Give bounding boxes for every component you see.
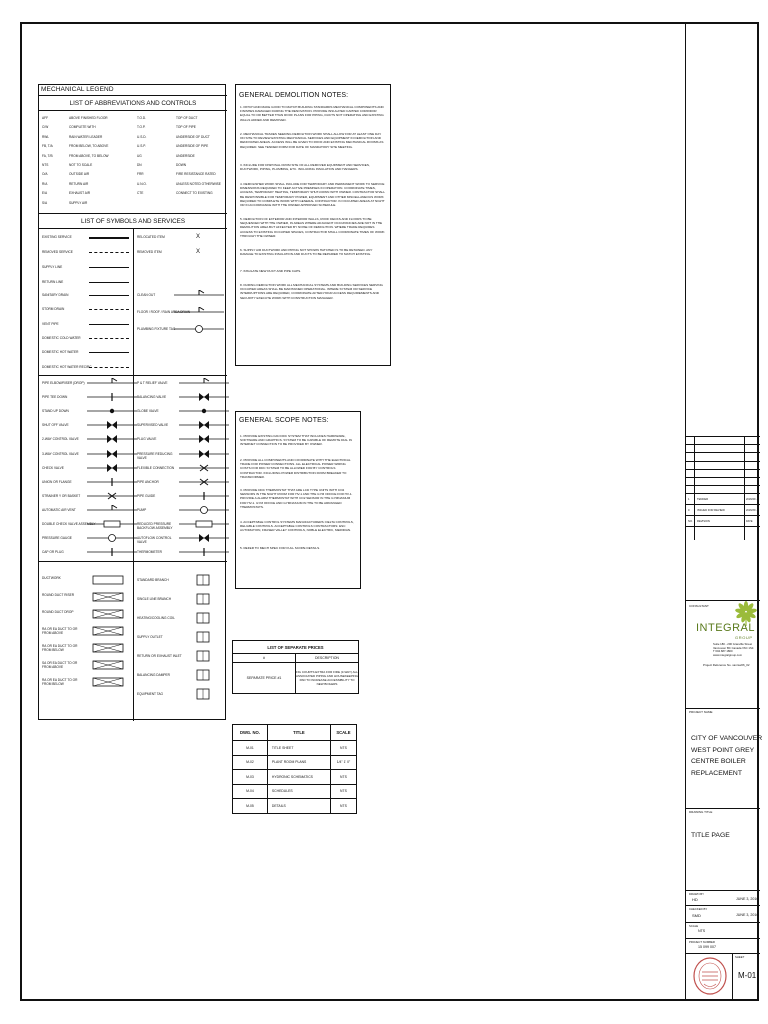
symbol-label: 3-WAY CONTROL VALVE	[42, 451, 79, 456]
drain-symbol-icon	[174, 307, 224, 317]
demolition-note: 7. INSULATE NEW DUCT AND PIPE CAPS.	[240, 269, 302, 273]
symbol-label: BALANCING VALVE	[137, 395, 167, 400]
drain-symbol-icon	[174, 324, 224, 334]
symbol-label: ROUND DUCT RISER	[42, 593, 74, 597]
abbrev-code: S/A	[42, 200, 48, 205]
duct-symbol-icon	[91, 659, 127, 671]
dwg-list-cell: M-02	[233, 755, 268, 770]
demolition-note: 1. PATCH AND MAKE GOOD TO MATCH BUILDING STANDARDS MECHANICAL COMPONENTS AND FINISHES DAMAGED DURING THE RENOVATION. PROVIDE INSULATED CAPPED CORRIDOR EQUAL TO OR BETTER THAN ROOF PLANS FOR PIPING, DUCTS NOT OPERATING AND EXISTING WALLS ADDED AND REMOVED.	[240, 105, 384, 122]
valve-symbol-icon	[179, 533, 229, 543]
symbol-label: HEATING/COOLING COIL	[137, 616, 175, 620]
abbrev-desc: DOWN	[176, 163, 187, 167]
duct-fitting-icon	[194, 630, 214, 644]
symbol-label: AUTOMATIC AIR VENT	[42, 507, 76, 512]
drawing-list-table	[232, 724, 357, 814]
dwg-list-header: TITLE	[267, 725, 330, 741]
valve-symbol-icon	[87, 378, 137, 388]
symbol-label: FLOOR / ROOF / RAIN AREA DRAIN	[137, 310, 191, 314]
valve-symbol-icon	[87, 434, 137, 444]
demolition-title: GENERAL DEMOLITION NOTES:	[239, 92, 349, 99]
symbol-label: DOMESTIC HOT WATER RECIRC.	[42, 364, 93, 369]
abbrev-desc: RAIN WATER LEADER	[69, 134, 103, 139]
revision-line	[686, 444, 760, 445]
project-no: 15 099 007	[698, 945, 716, 949]
drawn-by: HD	[692, 897, 698, 902]
symbol-label: REMOVED SERVICE	[42, 250, 73, 254]
scope-note: 5. REFER TO MECH SPEC FOR FULL SCOPE DETAILS.	[240, 546, 320, 550]
duct-fitting-icon	[194, 611, 214, 625]
symbol-label: GLOBE VALVE	[137, 409, 159, 414]
demolition-note: 5. DEMOLITION OF EXTERIOR AND INTERIOR WALLS, ROOF DECKS AND FLOORS TO BE SEQUENCED WITH THE OWNER, IN AREAS WHERE ADJACENT OCCUPANCIES ARE NOT IN THE DEMOLITION AREA BUT AFFECTED BY NOISE OF DEMOLITION. WHERE TRADE REQUIRES ACCESS TO EXISTING OCCUPIED SPACES, CONTRACTOR SHALL COORDINATE TIMES OF WORK THROUGH THE OWNER.	[240, 217, 385, 238]
prices-row-desc: FIG COURTS EXTRA FOR FIRE (3-WAY) ALL ASSOCIATED PIPING AND HOUSEKEEPING PAD TO INCREASE ACCESSIBILITY TO NEW BOILERS	[296, 663, 359, 694]
valve-symbol-icon	[87, 533, 137, 543]
abbrev-code: O/A	[42, 172, 48, 177]
demolition-notes-panel	[235, 84, 391, 366]
valve-symbol-icon	[179, 406, 229, 416]
checked-by-label: CHECKED BY	[689, 907, 708, 911]
symbol-label: THERMOMETER	[137, 550, 162, 555]
abbrev-desc: FROM ABOVE, TO BELOW	[69, 153, 109, 158]
valve-symbol-icon	[87, 491, 137, 501]
symbol-label: UNION OR FLANGE	[42, 479, 72, 484]
duct-symbol-icon	[91, 608, 127, 620]
duct-symbol-icon	[91, 676, 127, 688]
revision-line	[686, 493, 760, 494]
abbrev-code: RWL	[42, 134, 50, 139]
symbol-label: CLEAN OUT	[137, 293, 156, 297]
symbol-label: DUCTWORK	[42, 576, 61, 580]
abbrev-code: R/A	[42, 181, 48, 186]
revision-line	[686, 504, 760, 505]
duct-fitting-icon	[194, 573, 214, 587]
valve-symbol-icon	[87, 392, 137, 402]
table-row	[233, 770, 357, 785]
symbol-label: RELOCATED ITEM	[137, 235, 165, 239]
symbol-label: SHUT OFF VALVE	[42, 423, 69, 428]
duct-fitting-icon	[194, 649, 214, 663]
abbrev-desc: COMPLETE WITH	[69, 125, 96, 130]
abbrev-desc: FROM BELOW, TO ABOVE	[69, 144, 109, 149]
symbol-label: STAND UP DOWN	[42, 409, 69, 414]
symbol-label: BALANCING DAMPER	[137, 673, 170, 677]
scope-title: GENERAL SCOPE NOTES:	[239, 417, 329, 424]
symbol-label: PLUG VALVE	[137, 437, 157, 442]
project-label: PROJECT NAME	[689, 710, 713, 714]
checked-date: JUNE 3, 2016	[736, 913, 759, 917]
service-mark-icon: X	[196, 234, 201, 240]
abbrev-code: FB, T/A	[42, 144, 53, 149]
service-line	[89, 282, 129, 283]
duct-fitting-icon	[194, 592, 214, 606]
symbol-label: PIPE ELBOW/RISER (DROP)	[42, 381, 85, 385]
project-ref: Project Reference No. vanrsw06_02	[703, 663, 750, 667]
symbol-label: PUMP	[137, 507, 147, 512]
revision-desc: REVISION	[697, 520, 710, 523]
revision-date: DATE	[746, 520, 753, 523]
valve-symbol-icon	[179, 505, 229, 515]
abbrev-desc: UNDERSIDE OF DUCT	[176, 134, 210, 139]
abbrev-code: NTS	[42, 163, 49, 167]
valve-symbol-icon	[179, 547, 229, 557]
revision-line	[686, 515, 760, 516]
symbol-label: PLUMBING FIXTURE TAG	[137, 327, 176, 331]
dwg-list-cell: NTS	[330, 741, 356, 756]
service-line	[89, 252, 129, 253]
valve-symbol-icon	[179, 477, 229, 487]
project-name-line: CITY OF VANCOUVER	[691, 735, 763, 742]
project-name-line: WEST POINT GREY	[691, 746, 755, 754]
revision-line	[686, 477, 760, 478]
project-no-label: PROJECT NUMBER	[689, 940, 715, 944]
valve-symbol-icon	[179, 420, 229, 430]
symbol-label: DOMESTIC HOT WATER	[42, 350, 79, 355]
engineer-seal-stamp	[692, 956, 728, 996]
project-name-line: CENTRE BOILER	[691, 758, 746, 765]
symbol-label: RA OR EA DUCT TO OR FROM BELOW	[42, 644, 78, 652]
service-line	[89, 237, 129, 239]
symbol-label: EQUIPMENT TAG	[137, 692, 164, 696]
abbrev-desc: UNLESS NOTED OTHERWISE	[176, 181, 221, 186]
scope-note: 2. PROVIDE ALL COMPONENTS AND COORDINATE WITH THE ELECTRICAL TRADE FOR POWER CONNECTIONS. ALL ELECTRICAL POWER WIRING COSTS FOR DDC SYSTEM TO BE ALLOWED FOR BY CONTROLS CONTRACTOR. INCLUDING POWER DISTRIBUTION FROM BREAKER TO TRANSFORMER.	[240, 458, 351, 479]
abbrev-title: LIST OF ABBREVIATIONS AND CONTROLS	[69, 100, 197, 107]
valve-symbol-icon	[87, 449, 137, 459]
demolition-note: 2. MECHANICAL TRADES SEEKING DEMOLITION WORK SHALL ALLOW FOR AT LEAST ONE DAY ON SITE TO REVIEW EXISTING MECHANICAL SERVICES AND EQUIPMENT IN DEMOLITION AND RENOVATED AREAS. ACCESS WILL BE GIVEN TO ROOF AND EXISTING MECHANICAL ROOMS AS REQUIRED. SEE TENDER FORM FOR DATE OF MANDATORY SITE MEETING.	[240, 132, 384, 149]
title-block	[685, 22, 763, 1001]
symbol-label: RA OR EA DUCT TO OR FROM ABOVE	[42, 627, 78, 635]
valve-symbol-icon	[179, 491, 229, 501]
company-address: Suite 180 - 200 Granville Street Vancouver BC Canada V6C 1S4 T 604.687.1800 www.integralgroup.com	[713, 642, 754, 657]
dwg-list-cell: DETAILS	[267, 799, 330, 814]
scope-note: 3. PROVIDE DDC THERMOSTAT THAT ARE LCD TYPE UNITS WITH CO2 SENSORS IN THE NIGHT ROOM FOR HV-1 AND THE GYM OFFICE FOR HV-1. PROVIDE A ALARM THERMOSTAT WITH CO2 SENSOR IN THE GYMNASIUM FOR HV-1. GYM OFFICE AND GYMNASIUM IN THE TO BE ARRANGED THERMOSTATS.	[240, 488, 353, 509]
sheet-number: M-01	[738, 971, 757, 980]
symbol-label: SINGLE LINE BRANCH	[137, 597, 172, 601]
valve-symbol-icon	[87, 406, 137, 416]
symbol-label: SUPPLY LINE	[42, 265, 63, 269]
revision-line	[686, 485, 760, 486]
scale-label: SCALE	[689, 924, 699, 928]
abbrev-desc: ABOVE FINISHED FLOOR	[69, 116, 108, 120]
valve-symbol-icon	[87, 477, 137, 487]
symbols-title: LIST OF SYMBOLS AND SERVICES	[80, 218, 186, 225]
dwg-list-cell: 1/4" 1' 0"	[330, 755, 356, 770]
revision-desc: TENDER	[697, 498, 709, 501]
symbol-label: AUTOFLOW CONTROL VALVE	[137, 536, 172, 545]
symbol-label: STRAINER Y OR BASKET	[42, 493, 81, 498]
dwg-list-cell: TITLE SHEET	[267, 741, 330, 756]
mechanical-legend-panel	[38, 84, 226, 720]
revision-vline	[744, 436, 745, 540]
dwg-list-cell: NTS	[330, 770, 356, 785]
table-row	[233, 755, 357, 770]
drain-line	[89, 352, 129, 353]
scope-notes-panel	[235, 411, 361, 589]
abbrev-desc: CONNECT TO EXISTING	[176, 191, 213, 196]
legend-section-label: MECHANICAL LEGEND	[41, 86, 114, 93]
abbrev-code: T.O.P.	[137, 125, 146, 130]
drawing-label: DRAWING TITLE	[689, 810, 713, 814]
valve-symbol-icon	[87, 505, 137, 515]
revision-line	[686, 469, 760, 470]
valve-symbol-icon	[87, 547, 137, 557]
duct-fitting-icon	[194, 668, 214, 682]
valve-symbol-icon	[179, 434, 229, 444]
dwg-list-cell: M-05	[233, 799, 268, 814]
abbrev-code: U.N.O.	[137, 181, 147, 186]
scope-note: 1. PROVIDE EXISTING FAN DDC SYSTEM THAT INCLUDES HARDWARE, SOFTWARE AND GRAPHICS. SYSTEM TO BE CAPABLE OF REMOTE DIAL IN INTERNET CONNECTION TO BE PROVIDED BY OWNER.	[240, 434, 352, 447]
dwg-list-cell: NTS	[330, 784, 356, 799]
valve-symbol-icon	[179, 519, 229, 529]
table-row	[233, 799, 357, 814]
symbol-label: REDUCED PRESSURE BACKFLOW ASSEMBLY	[137, 522, 173, 530]
demolition-note: 6. SUPPLY AIR DUCTWORK AND PIPING NOT SHOWN HATCHED IS TO BE RETAINED. ANY DAMAGE TO EXISTING INSULATION AND DUCTS TO BE REPAIRED TO MATCH EXISTING.	[240, 248, 373, 257]
symbol-label: 2-WAY CONTROL VALVE	[42, 437, 79, 442]
scope-note: 4. ACCEPTABLE CONTROL SYSTEMS MANUFACTURERS: DELTA CONTROLS, RELIABLE CONTROLS. ACCEPTABLE CONTROLS CONTRACTORS: ESC AUTOMATION, FRASER VALLEY CONTROLS, NOBLE ELECTRIC, MERIDIAN.	[240, 520, 354, 533]
symbol-label: CHECK VALVE	[42, 465, 64, 470]
valve-symbol-icon	[179, 392, 229, 402]
symbol-label: DOMESTIC COLD WATER	[42, 335, 81, 340]
dwg-list-header: SCALE	[330, 725, 356, 741]
company-name: INTEGRAL	[696, 622, 756, 634]
separate-prices-table	[232, 640, 359, 694]
symbol-label: PIPE GUIDE	[137, 493, 156, 498]
valve-symbol-icon	[179, 463, 229, 473]
company-sub: GROUP	[735, 635, 753, 640]
abbrev-code: CTE	[137, 191, 144, 196]
abbrev-code: U.S.D.	[137, 134, 147, 139]
abbrev-desc: OUTSIDE AIR	[69, 172, 90, 177]
table-row	[233, 741, 357, 756]
abbrev-desc: SUPPLY AIR	[69, 200, 88, 205]
table-row	[233, 784, 357, 799]
prices-row-label: SEPARATE PRICE #1	[233, 663, 296, 694]
symbol-label: PIPE ANCHOR	[137, 479, 159, 484]
abbrev-code: T.O.D.	[137, 116, 147, 120]
drawn-date: JUNE 3, 2016	[736, 897, 759, 901]
abbrev-code: FRR	[137, 172, 144, 177]
symbol-label: REMOVED ITEM	[137, 250, 162, 254]
drain-line	[89, 295, 129, 296]
duct-symbol-icon	[91, 591, 127, 603]
abbrev-code: E/A	[42, 191, 48, 196]
revision-line	[686, 461, 760, 462]
revision-no: 1	[688, 498, 690, 501]
revision-line	[686, 452, 760, 453]
service-mark-icon: X	[196, 249, 201, 255]
valve-symbol-icon	[87, 420, 137, 430]
symbol-label: EXISTING SERVICE	[42, 235, 72, 239]
abbrev-desc: UNDERSIDE	[176, 153, 195, 158]
symbol-label: FLEXIBLE CONNECTION	[137, 465, 175, 470]
checked-by: SMD	[692, 913, 701, 918]
revision-date: 2016/06/...	[746, 498, 758, 501]
drain-line	[89, 324, 129, 325]
scale-value: NTS	[698, 929, 706, 933]
revision-vline	[694, 436, 695, 540]
abbrev-desc: EXHAUST AIR	[69, 191, 91, 196]
abbrev-desc: UNDERSIDE OF PIPE	[176, 144, 209, 149]
abbrev-desc: NOT TO SCALE	[69, 163, 93, 167]
abbrev-code: FA, T/B	[42, 153, 53, 158]
symbol-label: PRESSURE GAUGE	[42, 536, 72, 541]
revision-line	[686, 526, 760, 527]
dwg-list-header: DWG. NO.	[233, 725, 268, 741]
drain-line	[89, 367, 129, 368]
symbol-label: ROUND DUCT DROP	[42, 610, 74, 614]
dwg-list-cell: HYDRONIC SCHEMATICS	[267, 770, 330, 785]
demolition-note: 3. INCLUDE FOR DISPOSAL FROM SITE OF ALL REMOVED EQUIPMENT AND SERVICES, DUCTWORK, PIPING, PLUMBING, ETC. INCLUDING INSULATION AND HANGERS.	[240, 163, 370, 172]
abbrev-code: C/W	[42, 125, 49, 130]
drawn-by-label: DRAWN BY	[689, 892, 704, 896]
symbol-label: STANDARD BRANCH	[137, 578, 169, 582]
demolition-note: 8. DURING DEMOLITION WORK ALL MECHANICAL SYSTEMS AND BUILDING SERVICES SERVING OCCUPIED AREAS SHALL BE MAINTAINED OPERATIONAL. WHERE SYSTEM OR SERVICE INTERRUPTIONS ARE REQUIRED, COORDINATE AFTER-HOUR ACCESS REQUIREMENTS AND SECURITY EXECUTE WORK WITH CONSTRUCTION MANAGER.	[240, 283, 383, 300]
drain-symbol-icon	[174, 290, 224, 300]
dwg-list-cell: M-03	[233, 770, 268, 785]
dwg-list-cell: NTS	[330, 799, 356, 814]
duct-fitting-icon	[194, 687, 214, 701]
demolition-note: 4. DEMOLISHED WORK SHALL INCLUDE FOR TEMPORARY AND PERMANENT WORK TO SERVICE DIMENSIONS REQUIRED TO KEEP ACTIVE PREMISES IN OPERATION. COORDINATE TIMES, ACCESS, TEMPORARY HEATING, TEMPORARY SHUT-DOWN WITH OWNER. CONTRACTOR SHALL BE RESPONSIBLE FOR TEMPORARY POWER, EQUIPMENT AND OTHER MISCELLANEOUS WORK REQUIRED TO COMPLETE WORK WITH GENERAL CONTRACTOR. IN OCCUPIED AREAS AT NIGHT OR IN ACCORDANCE WITH THE OWNER APPROVED SCHEDULE.	[240, 182, 385, 208]
valve-symbol-icon	[179, 378, 229, 388]
sheet-label: SHEET	[735, 955, 745, 959]
symbol-label: PIPE TEE DOWN	[42, 395, 68, 400]
symbol-label: PRESSURE REDUCING VALVE	[137, 451, 173, 460]
revision-no: NO.	[688, 520, 693, 523]
abbrev-code: U.S.P.	[137, 144, 146, 149]
abbrev-code: AFF	[42, 116, 49, 120]
service-line	[89, 267, 129, 268]
drain-line	[89, 338, 129, 339]
symbol-label: RETURN LINE	[42, 280, 64, 284]
symbol-label: RETURN OR EXHAUST INLET	[137, 654, 182, 658]
dwg-list-cell: M-04	[233, 784, 268, 799]
duct-symbol-icon	[91, 642, 127, 654]
symbol-label: SUPERVISED VALVE	[137, 423, 169, 428]
drain-line	[89, 309, 129, 310]
dwg-list-cell: SCHEDULES	[267, 784, 330, 799]
project-name-line: REPLACEMENT	[691, 769, 742, 777]
valve-symbol-icon	[87, 519, 137, 529]
consultant-label: CONSULTANT	[689, 604, 709, 608]
symbol-label: SA OR EA DUCT TO OR FROM ABOVE	[42, 661, 78, 669]
symbol-label: VENT PIPE	[42, 321, 59, 326]
revision-no: 0	[688, 509, 690, 512]
dwg-list-cell: M-01	[233, 741, 268, 756]
revision-date: 2016/05/...	[746, 509, 758, 512]
abbrev-code: UG	[137, 153, 142, 158]
abbrev-code: DN	[137, 163, 142, 167]
duct-symbol-icon	[91, 574, 127, 586]
abbrev-desc: RETURN AIR	[69, 181, 89, 186]
abbrev-desc: TOP OF PIPE	[176, 125, 196, 130]
prices-title: LIST OF SEPARATE PRICES	[233, 641, 359, 654]
symbol-label: P & T RELIEF VALVE	[137, 381, 168, 385]
valve-symbol-icon	[179, 449, 229, 459]
drawing-title: TITLE PAGE	[691, 832, 730, 839]
prices-col-desc: DESCRIPTION	[296, 654, 359, 663]
prices-col-no: #	[233, 654, 296, 663]
dwg-list-cell: PLANT ROOM PLANS	[267, 755, 330, 770]
duct-symbol-icon	[91, 625, 127, 637]
revision-line	[686, 436, 760, 437]
symbol-label: SUPPLY OUTLET	[137, 635, 163, 639]
abbrev-desc: FIRE RESISTANCE RATED	[176, 172, 216, 177]
symbol-label: STORM DRAIN	[42, 307, 65, 312]
symbol-label: RA OR EA DUCT TO OR FROM BELOW	[42, 678, 78, 686]
symbol-label: CAP OR PLUG	[42, 550, 64, 555]
symbol-label: DOUBLE CHECK VALVE ASSEMBLY	[42, 522, 96, 526]
abbrev-desc: TOP OF DUCT	[176, 116, 198, 120]
revision-desc: ISSUED FOR REVIEW	[697, 509, 725, 512]
valve-symbol-icon	[87, 463, 137, 473]
symbol-label: SANITARY DRAIN	[42, 293, 69, 297]
